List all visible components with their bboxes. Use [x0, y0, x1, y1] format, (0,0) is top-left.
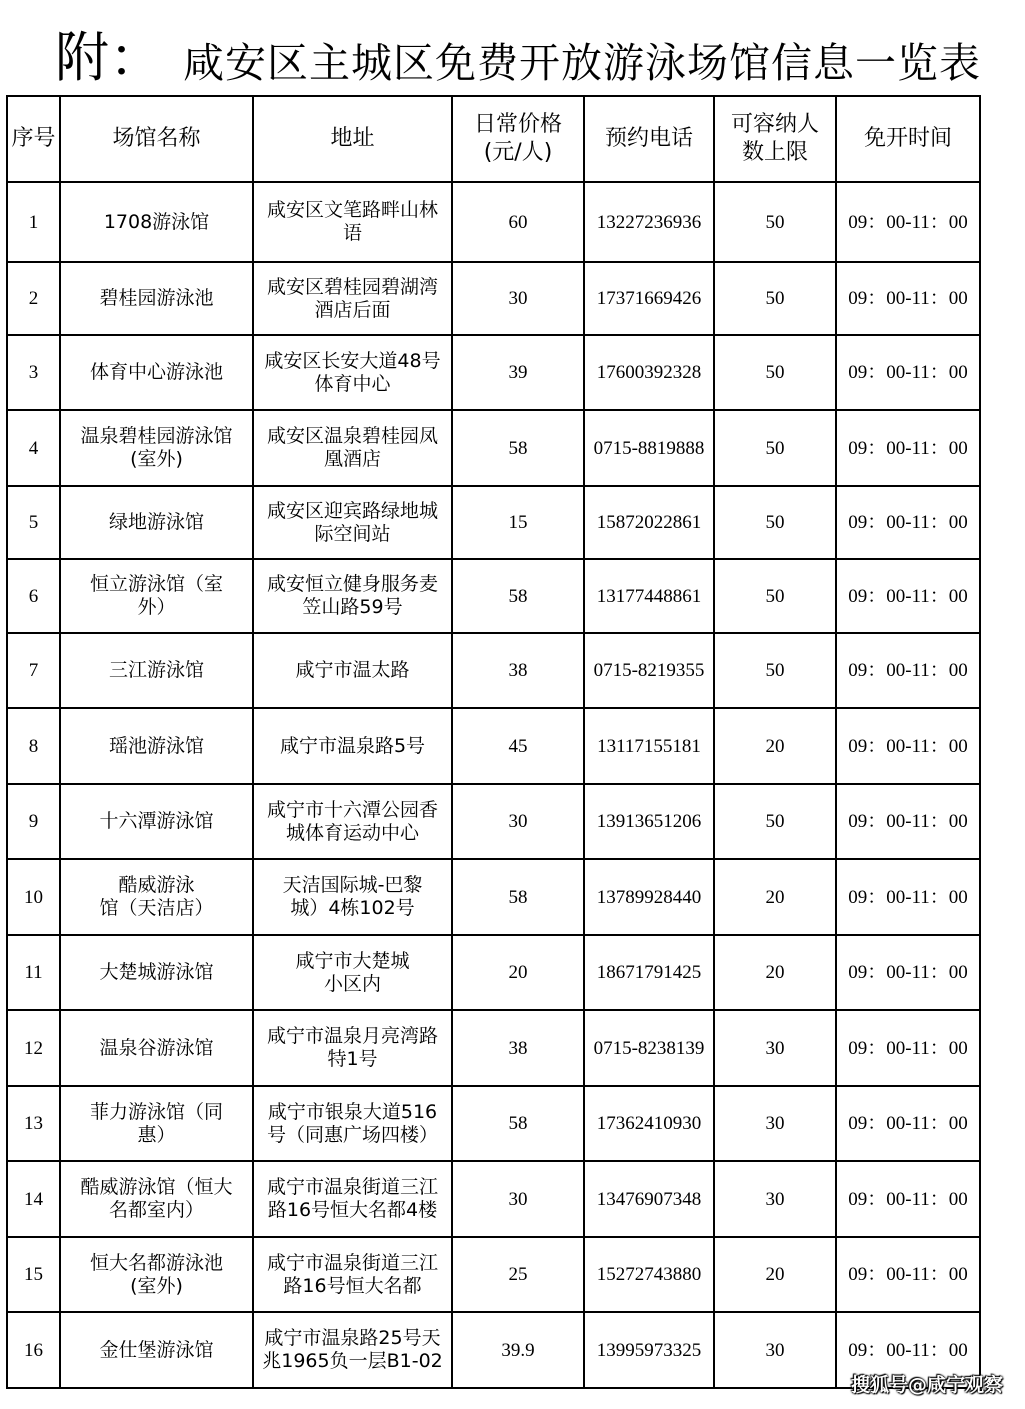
cell-free-time: 09：00-11：00	[836, 262, 980, 335]
cell-price: 58	[452, 1086, 584, 1161]
cell-venue-name: 恒大名都游泳池 (室外)	[60, 1237, 253, 1312]
cell-price: 30	[452, 262, 584, 335]
table-row	[7, 784, 980, 859]
cell-free-time: 09：00-11：00	[836, 1237, 980, 1312]
title-text: 咸安区主城区免费开放游泳场馆信息一览表	[183, 39, 981, 87]
cell-price: 39	[452, 335, 584, 410]
cell-index: 15	[7, 1237, 60, 1312]
table-row	[7, 633, 980, 708]
cell-price: 39.9	[452, 1312, 584, 1388]
cell-capacity: 20	[714, 1237, 836, 1312]
cell-address: 咸宁市温泉街道三江 路16号恒大名都4楼	[253, 1161, 452, 1237]
header-address: 地址	[253, 96, 452, 182]
cell-phone: 13117155181	[584, 708, 714, 784]
cell-index: 14	[7, 1161, 60, 1237]
table-row	[7, 1237, 980, 1312]
cell-free-time: 09：00-11：00	[836, 708, 980, 784]
cell-index: 2	[7, 262, 60, 335]
cell-address: 咸宁市温太路	[253, 633, 452, 708]
cell-address: 咸安区碧桂园碧湖湾 酒店后面	[253, 262, 452, 335]
table-row	[7, 1086, 980, 1161]
cell-address: 咸安区长安大道48号 体育中心	[253, 335, 452, 410]
cell-phone: 13789928440	[584, 859, 714, 935]
cell-index: 9	[7, 784, 60, 859]
cell-phone: 0715-8819888	[584, 410, 714, 486]
venue-table	[6, 95, 981, 1389]
cell-phone: 15872022861	[584, 486, 714, 559]
header-capacity: 可容纳人 数上限	[714, 96, 836, 182]
cell-capacity: 50	[714, 486, 836, 559]
cell-phone: 13177448861	[584, 559, 714, 633]
cell-capacity: 50	[714, 559, 836, 633]
cell-index: 12	[7, 1010, 60, 1086]
cell-free-time: 09：00-11：00	[836, 559, 980, 633]
cell-free-time: 09：00-11：00	[836, 935, 980, 1010]
cell-phone: 17600392328	[584, 335, 714, 410]
cell-index: 7	[7, 633, 60, 708]
cell-venue-name: 酷威游泳 馆（天洁店）	[60, 859, 253, 935]
cell-venue-name: 金仕堡游泳馆	[60, 1312, 253, 1388]
cell-venue-name: 恒立游泳馆（室 外）	[60, 559, 253, 633]
cell-phone: 13476907348	[584, 1161, 714, 1237]
cell-price: 38	[452, 633, 584, 708]
cell-index: 16	[7, 1312, 60, 1388]
table-row	[7, 935, 980, 1010]
cell-price: 30	[452, 1161, 584, 1237]
cell-address: 咸安区温泉碧桂园凤 凰酒店	[253, 410, 452, 486]
cell-venue-name: 十六潭游泳馆	[60, 784, 253, 859]
cell-address: 咸宁市十六潭公园香 城体育运动中心	[253, 784, 452, 859]
cell-address: 天洁国际城-巴黎 城）4栋102号	[253, 859, 452, 935]
cell-price: 25	[452, 1237, 584, 1312]
cell-free-time: 09：00-11：00	[836, 1161, 980, 1237]
cell-capacity: 20	[714, 708, 836, 784]
cell-phone: 13995973325	[584, 1312, 714, 1388]
cell-price: 45	[452, 708, 584, 784]
cell-price: 30	[452, 784, 584, 859]
cell-capacity: 20	[714, 859, 836, 935]
cell-free-time: 09：00-11：00	[836, 486, 980, 559]
cell-venue-name: 菲力游泳馆（同 惠）	[60, 1086, 253, 1161]
cell-price: 58	[452, 559, 584, 633]
cell-venue-name: 瑶池游泳馆	[60, 708, 253, 784]
table-row	[7, 1010, 980, 1086]
cell-phone: 18671791425	[584, 935, 714, 1010]
cell-capacity: 30	[714, 1161, 836, 1237]
cell-address: 咸宁市温泉月亮湾路 特1号	[253, 1010, 452, 1086]
cell-address: 咸宁市温泉街道三江 路16号恒大名都	[253, 1237, 452, 1312]
cell-free-time: 09：00-11：00	[836, 335, 980, 410]
cell-index: 4	[7, 410, 60, 486]
cell-address: 咸宁市银泉大道516 号（同惠广场四楼）	[253, 1086, 452, 1161]
cell-address: 咸宁市温泉路25号天 兆1965负一层B1-02	[253, 1312, 452, 1388]
cell-venue-name: 碧桂园游泳池	[60, 262, 253, 335]
cell-free-time: 09：00-11：00	[836, 784, 980, 859]
cell-venue-name: 酷威游泳馆（恒大 名都室内）	[60, 1161, 253, 1237]
cell-venue-name: 温泉谷游泳馆	[60, 1010, 253, 1086]
cell-capacity: 50	[714, 335, 836, 410]
header-price: 日常价格 (元/人)	[452, 96, 584, 182]
cell-venue-name: 绿地游泳馆	[60, 486, 253, 559]
cell-free-time: 09：00-11：00	[836, 859, 980, 935]
cell-free-time: 09：00-11：00	[836, 1086, 980, 1161]
table-row	[7, 335, 980, 410]
cell-venue-name: 温泉碧桂园游泳馆 (室外)	[60, 410, 253, 486]
cell-index: 5	[7, 486, 60, 559]
table-row	[7, 1312, 980, 1388]
cell-index: 11	[7, 935, 60, 1010]
table-row	[7, 1161, 980, 1237]
cell-price: 38	[452, 1010, 584, 1086]
cell-venue-name: 三江游泳馆	[60, 633, 253, 708]
cell-capacity: 20	[714, 935, 836, 1010]
cell-venue-name: 1708游泳馆	[60, 182, 253, 262]
cell-capacity: 30	[714, 1312, 836, 1388]
cell-address: 咸宁市温泉路5号	[253, 708, 452, 784]
table-header-row	[7, 96, 980, 182]
cell-index: 3	[7, 335, 60, 410]
cell-index: 1	[7, 182, 60, 262]
cell-free-time: 09：00-11：00	[836, 182, 980, 262]
cell-address: 咸安恒立健身服务麦 笠山路59号	[253, 559, 452, 633]
cell-price: 60	[452, 182, 584, 262]
cell-capacity: 50	[714, 262, 836, 335]
cell-free-time: 09：00-11：00	[836, 633, 980, 708]
table-row	[7, 559, 980, 633]
cell-price: 58	[452, 859, 584, 935]
header-name: 场馆名称	[60, 96, 253, 182]
cell-index: 8	[7, 708, 60, 784]
cell-phone: 17362410930	[584, 1086, 714, 1161]
table-row	[7, 486, 980, 559]
cell-free-time: 09：00-11：00	[836, 1312, 980, 1388]
cell-venue-name: 大楚城游泳馆	[60, 935, 253, 1010]
table-row	[7, 410, 980, 486]
header-phone: 预约电话	[584, 96, 714, 182]
title-prefix: 附：	[55, 26, 163, 89]
cell-phone: 15272743880	[584, 1237, 714, 1312]
cell-index: 10	[7, 859, 60, 935]
cell-address: 咸安区文笔路畔山林 语	[253, 182, 452, 262]
table-row	[7, 182, 980, 262]
table-row	[7, 708, 980, 784]
table-row	[7, 262, 980, 335]
cell-venue-name: 体育中心游泳池	[60, 335, 253, 410]
cell-phone: 13227236936	[584, 182, 714, 262]
cell-address: 咸安区迎宾路绿地城 际空间站	[253, 486, 452, 559]
cell-capacity: 50	[714, 410, 836, 486]
cell-capacity: 50	[714, 784, 836, 859]
document-title	[0, 22, 1025, 94]
table-body	[7, 182, 980, 1388]
cell-phone: 17371669426	[584, 262, 714, 335]
cell-phone: 13913651206	[584, 784, 714, 859]
cell-capacity: 50	[714, 633, 836, 708]
cell-capacity: 30	[714, 1010, 836, 1086]
cell-price: 15	[452, 486, 584, 559]
cell-price: 58	[452, 410, 584, 486]
table-row	[7, 859, 980, 935]
cell-index: 6	[7, 559, 60, 633]
cell-phone: 0715-8219355	[584, 633, 714, 708]
cell-free-time: 09：00-11：00	[836, 410, 980, 486]
cell-capacity: 30	[714, 1086, 836, 1161]
cell-phone: 0715-8238139	[584, 1010, 714, 1086]
cell-price: 20	[452, 935, 584, 1010]
cell-capacity: 50	[714, 182, 836, 262]
header-free-time: 免开时间	[836, 96, 980, 182]
header-index: 序号	[7, 96, 60, 182]
cell-index: 13	[7, 1086, 60, 1161]
watermark: 搜狐号@咸宁观察	[850, 1374, 1003, 1396]
cell-address: 咸宁市大楚城 小区内	[253, 935, 452, 1010]
cell-free-time: 09：00-11：00	[836, 1010, 980, 1086]
